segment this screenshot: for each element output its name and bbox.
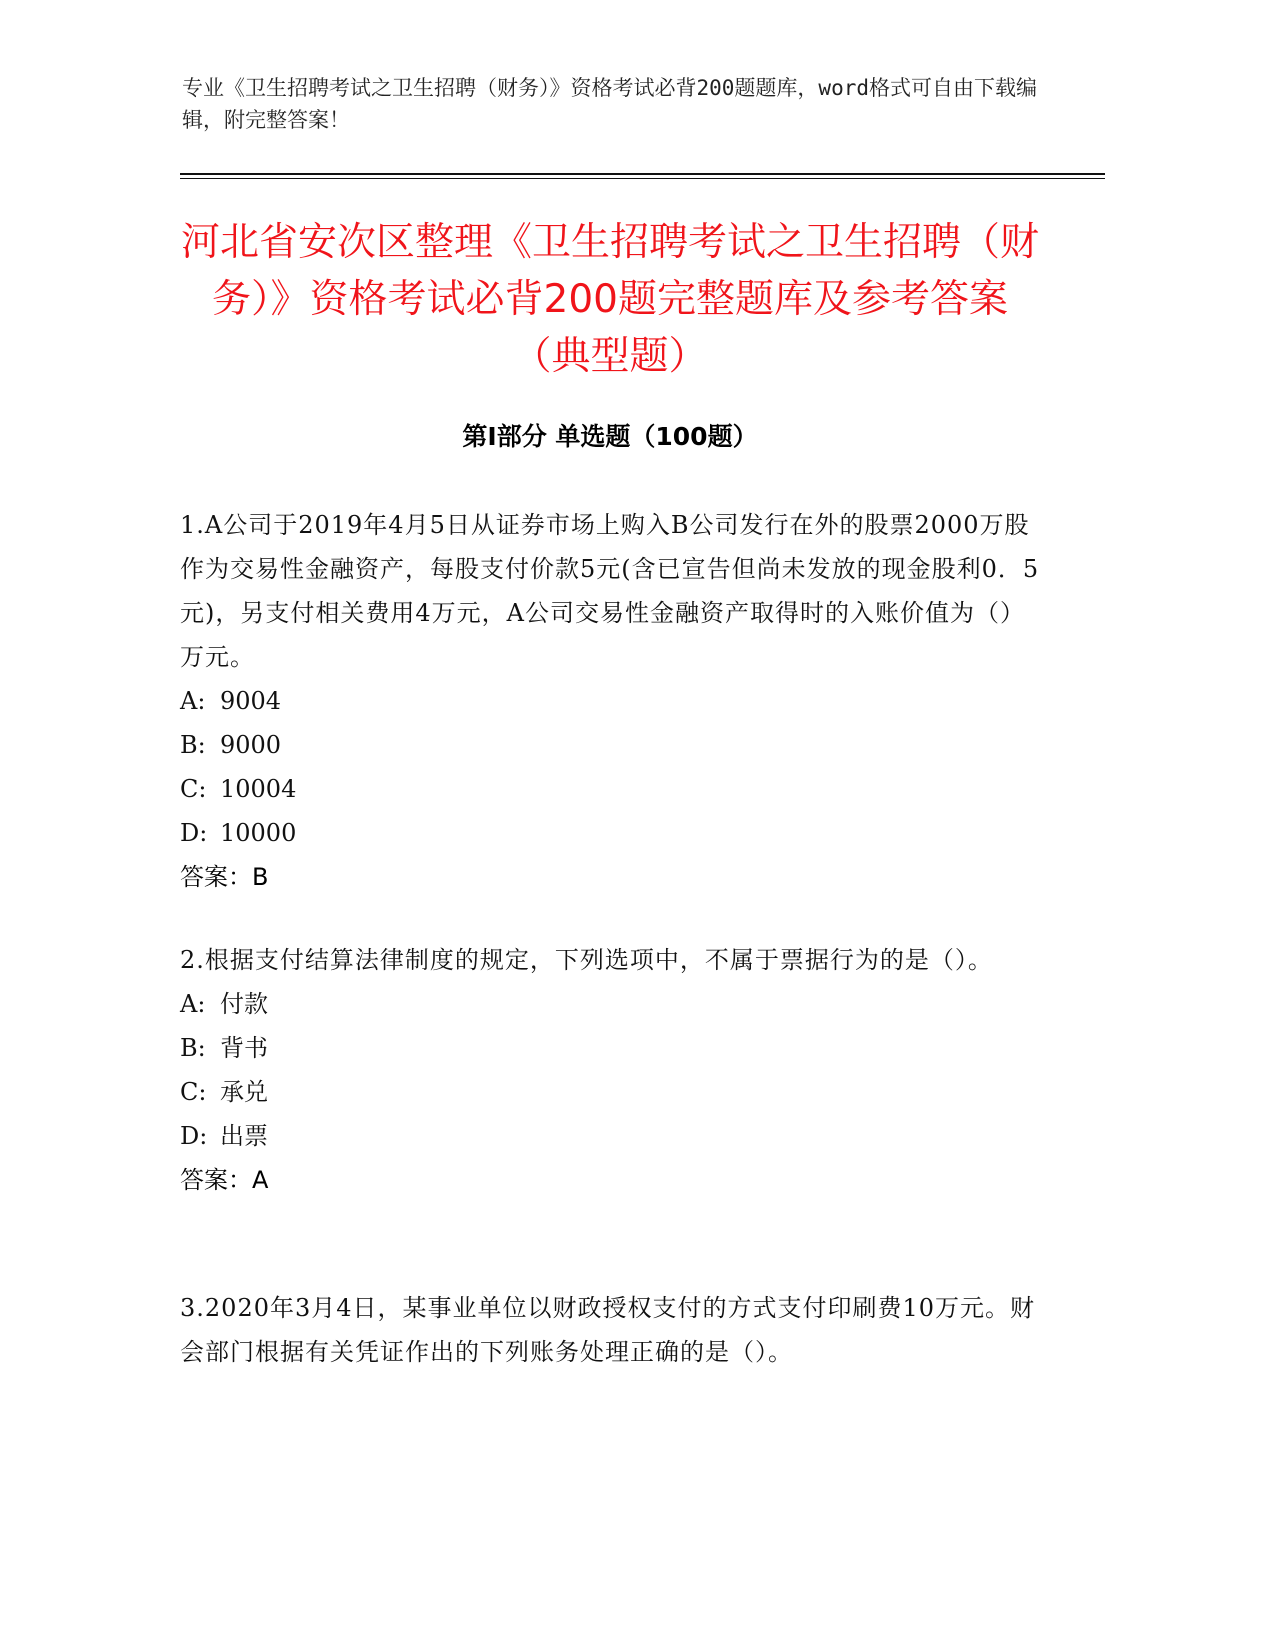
- option-a: [180, 982, 1040, 1026]
- option-label: A:: [180, 990, 206, 1018]
- option-a: [180, 679, 1040, 723]
- question-stem: 3.2020年3月4日，某事业单位以财政授权支付的方式支付印刷费10万元。财会部门根据有关凭证作出的下列账务处理正确的是（）。: [180, 1294, 1036, 1366]
- option-label: A:: [180, 687, 206, 715]
- option-d: [180, 1114, 1040, 1158]
- question-2: [180, 938, 1040, 1202]
- header-note: 专业《卫生招聘考试之卫生招聘（财务）》资格考试必背200题题库，word格式可自由下载编辑，附完整答案！: [182, 76, 1037, 132]
- question-stem: 1.A公司于2019年4月5日从证券市场上购入B公司发行在外的股票2000万股作为交易性金融资产，每股支付价款5元(含已宣告但尚未发放的现金股利0．5元)，另支付相关费用4万元，A公司交易性金融资产取得时的入账价值为（）万元。: [180, 511, 1040, 671]
- option-text: 承兑: [220, 1078, 268, 1106]
- option-label: D:: [180, 1122, 208, 1150]
- document-title: 河北省安次区整理《卫生招聘考试之卫生招聘（财务）》资格考试必背200题完整题库及参考答案（典型题）: [180, 220, 1039, 379]
- answer: 答案：A: [180, 1166, 269, 1194]
- header-divider-thick: [180, 173, 1105, 175]
- option-text: 付款: [220, 990, 268, 1018]
- option-label: C:: [180, 1078, 207, 1106]
- option-b: [180, 723, 1040, 767]
- option-text: 10000: [220, 819, 297, 847]
- header-divider-thin: [180, 178, 1105, 179]
- option-b: [180, 1026, 1040, 1070]
- option-text: 9004: [220, 687, 282, 715]
- option-c: [180, 1070, 1040, 1114]
- question-1: [180, 503, 1040, 899]
- option-text: 出票: [220, 1122, 268, 1150]
- answer: 答案：B: [180, 863, 269, 891]
- option-c: [180, 767, 1040, 811]
- option-label: B:: [180, 731, 206, 759]
- question-3: [180, 1286, 1040, 1374]
- option-d: [180, 811, 1040, 855]
- option-label: B:: [180, 1034, 206, 1062]
- section-title: 第Ⅰ部分 单选题（100题）: [462, 422, 758, 451]
- option-text: 背书: [220, 1034, 268, 1062]
- option-label: C:: [180, 775, 207, 803]
- option-text: 10004: [220, 775, 297, 803]
- question-stem: 2.根据支付结算法律制度的规定，下列选项中，不属于票据行为的是（）。: [180, 946, 993, 974]
- option-label: D:: [180, 819, 208, 847]
- option-text: 9000: [220, 731, 282, 759]
